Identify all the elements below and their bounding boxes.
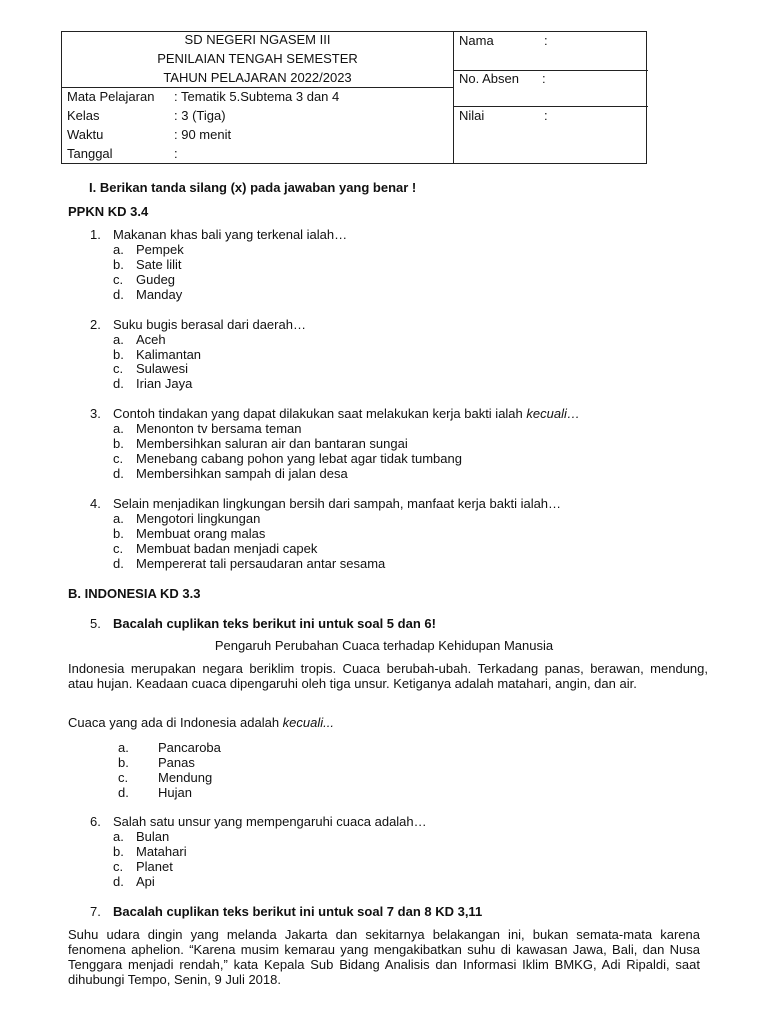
section-heading-ppkn: PPKN KD 3.4 xyxy=(68,204,149,219)
question-number: 5. xyxy=(90,616,101,631)
option-text: Menebang cabang pohon yang lebat agar tidak tumbang xyxy=(136,451,462,466)
option-text: Membuat orang malas xyxy=(136,526,266,541)
option-letter: d. xyxy=(113,874,124,889)
option-letter: b. xyxy=(118,755,129,770)
option-text: Mendung xyxy=(158,770,213,785)
passage-text: Suhu udara dingin yang melanda Jakarta dan sekitarnya belakangan ini, bukan semata-mata karena fenomena aphelion. “Karena musim kemarau yang mengakibatkan suhu di kawasan Jawa, Bali, dan Nusa Tenggara menjadi rendah,” kata Kepala Sub Bidang Analisis dan Informasi Iklim BMKG, Adi Ripaldi, saat dihubungi Tempo, Senin, 9 Juli 2018. xyxy=(68,927,700,987)
option-text: Mempererat tali persaudaran antar sesama xyxy=(136,556,386,571)
passage-title: Pengaruh Perubahan Cuaca terhadap Kehidupan Manusia xyxy=(214,638,554,653)
option-text: Bulan xyxy=(136,829,170,844)
option-letter: b. xyxy=(113,347,124,362)
exam-title: PENILAIAN TENGAH SEMESTER xyxy=(157,51,358,66)
option-letter: a. xyxy=(113,421,124,436)
option-letter: c. xyxy=(113,272,124,287)
field-label-time: Waktu xyxy=(67,127,104,142)
option-letter: d. xyxy=(118,785,129,800)
header-divider xyxy=(62,87,453,88)
section-heading-bindonesia: B. INDONESIA KD 3.3 xyxy=(68,586,201,601)
option-letter: c. xyxy=(113,361,124,376)
absen-colon: : xyxy=(542,71,546,86)
option-letter: d. xyxy=(113,466,124,481)
option-letter: a. xyxy=(113,242,124,257)
name-label: Nama xyxy=(459,33,494,48)
header-table xyxy=(61,31,647,164)
field-label-class: Kelas xyxy=(67,108,100,123)
option-text: Planet xyxy=(136,859,173,874)
instruction: I. Berikan tanda silang (x) pada jawaban yang benar ! xyxy=(89,180,417,195)
option-text: Gudeg xyxy=(136,272,176,287)
option-text: Panas xyxy=(158,755,195,770)
option-text: Hujan xyxy=(158,785,192,800)
option-letter: b. xyxy=(113,844,124,859)
option-letter: b. xyxy=(113,526,124,541)
option-letter: c. xyxy=(113,541,124,556)
field-label-subject: Mata Pelajaran xyxy=(67,89,155,104)
option-text: Pancaroba xyxy=(158,740,221,755)
option-letter: a. xyxy=(113,511,124,526)
option-text: Api xyxy=(136,874,155,889)
question-emphasis: kecuali... xyxy=(282,715,334,730)
option-text: Menonton tv bersama teman xyxy=(136,421,302,436)
option-letter: a. xyxy=(113,332,124,347)
question-text: Suku bugis berasal dari daerah… xyxy=(113,317,306,332)
field-value-class: : 3 (Tiga) xyxy=(174,108,226,123)
option-letter: a. xyxy=(118,740,129,755)
option-text: Pempek xyxy=(136,242,184,257)
field-value-subject: : Tematik 5.Subtema 3 dan 4 xyxy=(174,89,340,104)
question-emphasis: kecuali… xyxy=(526,406,580,421)
field-value-time: : 90 menit xyxy=(174,127,232,142)
option-text: Sate lilit xyxy=(136,257,182,272)
option-letter: c. xyxy=(113,451,124,466)
question-number: 3. xyxy=(90,406,101,421)
passage-text: Indonesia merupakan negara beriklim tropis. Cuaca berubah-ubah. Terkadang panas, berawan, mendung, atau hujan. Keadaan cuaca dipengaruhi oleh tiga unsur. Ketiganya adalah matahari, angin, dan air. xyxy=(68,661,708,691)
question-number: 1. xyxy=(90,227,101,242)
question-text: Makanan khas bali yang terkenal ialah… xyxy=(113,227,348,242)
question-text: Selain menjadikan lingkungan bersih dari sampah, manfaat kerja bakti ialah… xyxy=(113,496,562,511)
question-number: 6. xyxy=(90,814,101,829)
option-letter: b. xyxy=(113,257,124,272)
option-letter: d. xyxy=(113,376,124,391)
school-year: TAHUN PELAJARAN 2022/2023 xyxy=(163,70,352,85)
option-text: Manday xyxy=(136,287,183,302)
option-letter: a. xyxy=(113,829,124,844)
option-text: Matahari xyxy=(136,844,187,859)
option-text: Aceh xyxy=(136,332,166,347)
option-text: Mengotori lingkungan xyxy=(136,511,261,526)
header-divider xyxy=(453,106,648,107)
option-letter: c. xyxy=(113,859,124,874)
option-letter: d. xyxy=(113,287,124,302)
option-text: Irian Jaya xyxy=(136,376,193,391)
field-label-date: Tanggal xyxy=(67,146,113,161)
option-text: Sulawesi xyxy=(136,361,189,376)
option-text: Membuat badan menjadi capek xyxy=(136,541,318,556)
question-text: Cuaca yang ada di Indonesia adalah kecuali... xyxy=(68,715,334,730)
score-colon: : xyxy=(544,108,548,123)
field-value-date: : xyxy=(174,146,178,161)
option-text: Membersihkan sampah di jalan desa xyxy=(136,466,348,481)
header-divider xyxy=(453,32,454,163)
question-number: 7. xyxy=(90,904,101,919)
question-text: Salah satu unsur yang mempengaruhi cuaca adalah… xyxy=(113,814,427,829)
option-text: Kalimantan xyxy=(136,347,202,362)
option-letter: c. xyxy=(118,770,129,785)
score-label: Nilai xyxy=(459,108,485,123)
name-colon: : xyxy=(544,33,548,48)
option-text: Membersihkan saluran air dan bantaran sungai xyxy=(136,436,408,451)
reading-instruction: Bacalah cuplikan teks berikut ini untuk soal 7 dan 8 KD 3,11 xyxy=(113,904,483,919)
question-number: 4. xyxy=(90,496,101,511)
option-letter: b. xyxy=(113,436,124,451)
reading-instruction: Bacalah cuplikan teks berikut ini untuk soal 5 dan 6! xyxy=(113,616,436,631)
question-number: 2. xyxy=(90,317,101,332)
school-name: SD NEGERI NGASEM III xyxy=(184,32,331,47)
question-text: Contoh tindakan yang dapat dilakukan saat melakukan kerja bakti ialah kecuali… xyxy=(113,406,580,421)
absen-label: No. Absen xyxy=(459,71,519,86)
option-letter: d. xyxy=(113,556,124,571)
